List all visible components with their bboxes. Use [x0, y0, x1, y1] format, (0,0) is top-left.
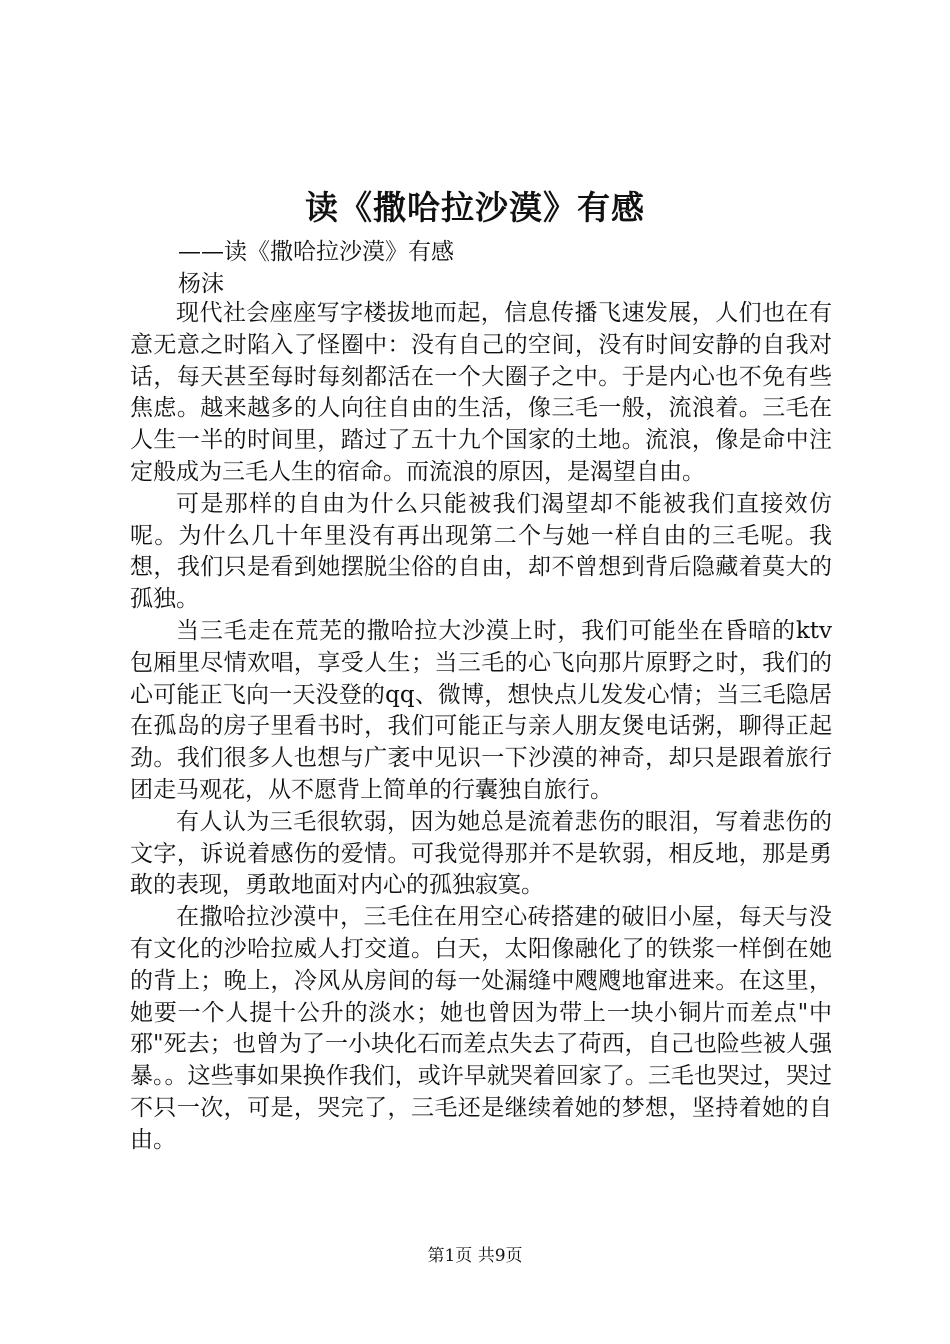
paragraph: 现代社会座座写字楼拔地而起，信息传播飞速发展，人们也在有意无意之时陷入了怪圈中：没有自己的空间，没有时间安静的自我对话，每天甚至每时每刻都活在一个大圈子之中。于是内心也不免有些焦虑。越来越多的人向往自由的生活，像三毛一般，流浪着。三毛在人生一半的时间里，踏过了五十九个国家的土地。流浪，像是命中注定般成为三毛人生的宿命。而流浪的原因，是渴望自由。 [130, 300, 832, 485]
paragraph: 可是那样的自由为什么只能被我们渴望却不能被我们直接效仿呢。为什么几十年里没有再出现第二个与她一样自由的三毛呢。我想，我们只是看到她摆脱尘俗的自由，却不曾想到背后隐藏着莫大的孤独。 [130, 490, 832, 613]
page-footer: 第1页 共9页 [427, 1246, 523, 1266]
author-name: 杨沫 [178, 271, 224, 297]
document-title: 读《撒哈拉沙漠》有感 [305, 188, 645, 227]
document-subtitle: ——读《撒哈拉沙漠》有感 [178, 239, 454, 265]
paragraph: 在撒哈拉沙漠中，三毛住在用空心砖搭建的破旧小屋，每天与没有文化的沙哈拉威人打交道。白天，太阳像融化了的铁浆一样倒在她的背上；晚上，冷风从房间的每一处漏缝中飕飕地窜进来。在这里，她要一个人提十公升的淡水；她也曾因为带上一块小铜片而差点"中邪"死去；也曾为了一小块化石而差点失去了荷西，自己也险些被人强暴。。这些事如果换作我们，或许早就哭着回家了。三毛也哭过，哭过不只一次，可是，哭完了，三毛还是继续着她的梦想，坚持着她的自由。 [130, 904, 832, 1153]
paragraph: 有人认为三毛很软弱，因为她总是流着悲伤的眼泪，写着悲伤的文字，诉说着感伤的爱情。可我觉得那并不是软弱，相反地，那是勇敢的表现，勇敢地面对内心的孤独寂寞。 [130, 808, 832, 899]
document-body [130, 298, 832, 1157]
paragraph: 当三毛走在荒芜的撒哈拉大沙漠上时，我们可能坐在昏暗的ktv包厢里尽情欢唱，享受人生；当三毛的心飞向那片原野之时，我们的心可能正飞向一天没登的qq、微博，想快点儿发发心情；当三毛隐居在孤岛的房子里看书时，我们可能正与亲人朋友煲电话粥，聊得正起劲。我们很多人也想与广袤中见识一下沙漠的神奇，却只是跟着旅行团走马观花，从不愿背上简单的行囊独自旅行。 [130, 617, 832, 803]
